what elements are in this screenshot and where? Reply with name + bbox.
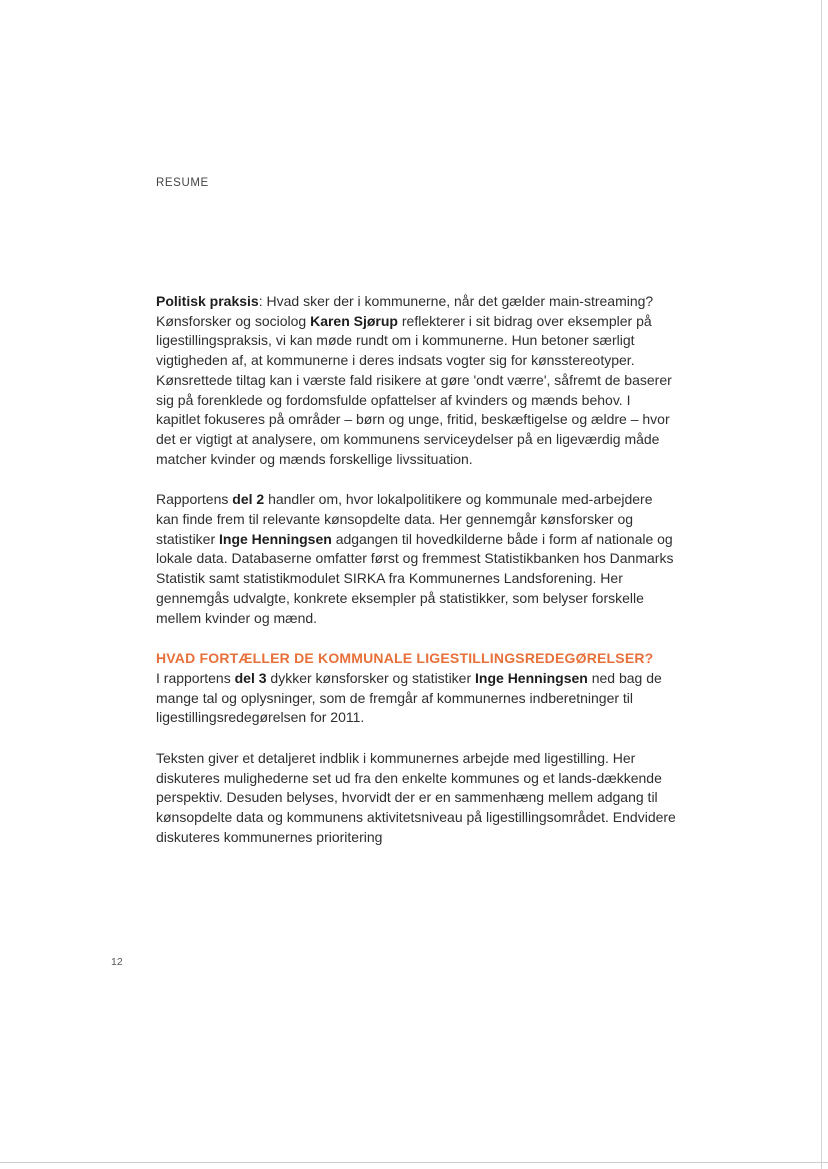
bold-term: Politisk praksis: [156, 293, 259, 309]
body-text: [156, 292, 676, 869]
author-name: Inge Henningsen: [475, 669, 588, 686]
running-head: RESUME: [156, 177, 209, 189]
text-run: reflekterer i sit bidrag over eksempler på ligestillingspraksis, vi kan møde rundt om i kommunerne. Hun betoner særligt vigtigheden af, at kommunerne i deres indsats vogter sig for kønsstereotyper. Kønsrettede tiltag kan i værste fald risikere at gøre 'ondt værre', såfremt de baserer sig på forenklede og fordomsfulde opfattelser af kvinders og mænds behov. I kapitlet fokuseres på områder – børn og unge, fritid, beskæftigelse og ældre – hvor det er vigtigt at analysere, om kommunens serviceydelser på en ligeværdig måde matcher kvinder og mænds forskellige livssituation.: [156, 312, 672, 467]
bold-term: del 3: [234, 669, 267, 686]
paragraph-politisk-praksis: [156, 292, 676, 469]
bold-term: del 2: [232, 491, 265, 508]
text-run: : Hvad sker der i kommunerne, når det gælder main-streaming? Kønsforsker og sociolog: [156, 293, 654, 329]
page-edge-bottom: [0, 1162, 828, 1163]
text-run: Teksten giver et detaljeret indblik i kommunernes arbejde med ligestilling. Her diskuteres mulighederne set ud fra den enkelte kommunes og et lands-dækkende perspektiv. Desuden belyses, hvorvidt der er en sammenhæng mellem adgang til kønsopdelte data og kommunens aktivitetsniveau på ligestillingsområdet. Endvidere diskuteres kommunernes prioritering: [156, 750, 676, 845]
section-heading: HVAD FORTÆLLER DE KOMMUNALE LIGESTILLINGSREDEGØRELSER?: [156, 650, 654, 667]
page-edge-right: [821, 0, 822, 1169]
text-run: dykker kønsforsker og statistiker: [266, 669, 476, 686]
author-name: Karen Sjørup: [310, 312, 398, 329]
paragraph-del-3: [156, 669, 676, 728]
text-run: handler om, hvor lokalpolitikere og kommunale med-arbejdere kan finde frem til relevante kønsopdelte data. Her gennemgår kønsforsker og statistiker: [156, 491, 653, 547]
paragraph-del-2: [156, 490, 676, 628]
text-run: I rapportens: [156, 669, 235, 686]
paragraph-teksten: [156, 749, 676, 848]
text-run: Rapportens: [156, 491, 233, 508]
text-run: adgangen til hovedkilderne både i form af nationale og lokale data. Databaserne omfatter først og fremmest Statistikbanken hos Danmarks Statistik samt statistikmodulet SIRKA fra Kommunernes Landsforening. Her gennemgås udvalgte, konkrete eksempler på statistikker, som belyser forskelle mellem kvinder og mænd.: [156, 530, 674, 626]
text-run: ned bag de mange tal og oplysninger, som de fremgår af kommunernes indberetninger til ligestillingsredegørelsen for 2011.: [156, 669, 662, 726]
page-number: 12: [111, 956, 123, 968]
author-name: Inge Henningsen: [219, 530, 332, 547]
